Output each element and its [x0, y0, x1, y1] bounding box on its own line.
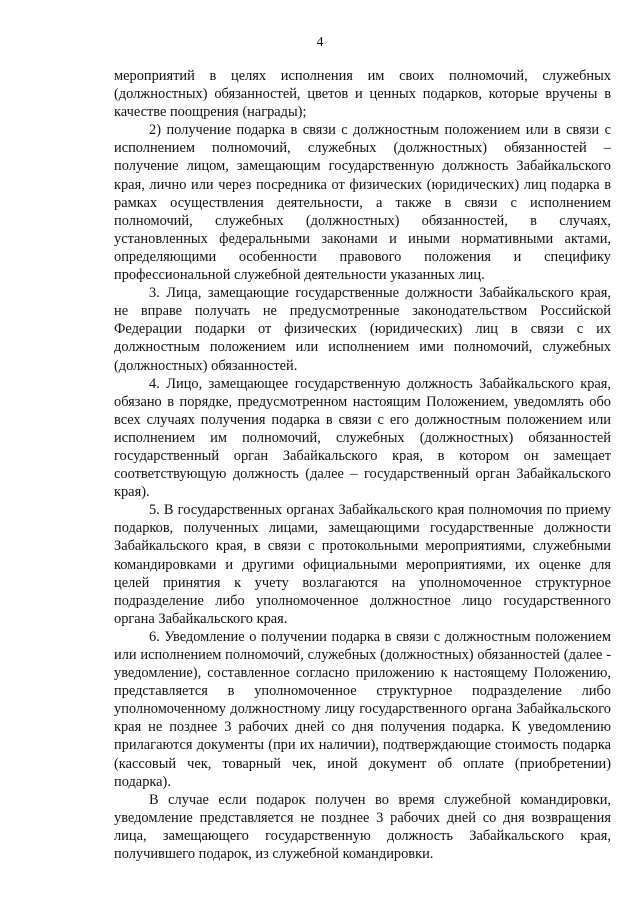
- paragraph-definition-2: 2) получение подарка в связи с должностным положением или в связи с исполнением полномочий, служебных (должностных) обязанностей – получение лицом, замещающим государственную должность Забайкальского края, лично или через посредника от физических (юридических) лиц подарка в рамках осуществления деятельности, а также в связи с исполнением полномочий, служебных (должностных) обязанностей, в случаях, установленных федеральными законами и иными нормативными актами, определяющими особенности правового положения и специфику профессиональной служебной деятельности указанных лиц.: [114, 122, 611, 284]
- paragraph-6: 6. Уведомление о получении подарка в связи с должностным положением или исполнением полномочий, служебных (должностных) обязанностей (далее - уведомление), составленное согласно приложению к настоящему Положению, представляется в уполномоченное структурное подразделение либо уполномоченному должностному лицу государственного органа Забайкальского края не позднее 3 рабочих дней со дня получения подарка. К уведомлению прилагаются документы (при их наличии), подтверждающие стоимость подарка (кассовый чек, товарный чек, иной документ об оплате (приобретении) подарка).: [114, 628, 611, 790]
- paragraph-4: 4. Лицо, замещающее государственную должность Забайкальского края, обязано в порядке, предусмотренном настоящим Положением, уведомлять обо всех случаях получения подарка в связи с его должностным положением или исполнением им полномочий, служебных (должностных) обязанностей государственный орган Забайкальского края, в котором он замещает соответствующую должность (далее – государственный орган Забайкальского края).: [114, 375, 611, 501]
- paragraph-continuation: мероприятий в целях исполнения им своих полномочий, служебных (должностных) обязанностей, цветов и ценных подарков, которые вручены в качестве поощрения (награды);: [114, 68, 611, 121]
- page-number: 4: [316, 35, 324, 50]
- document-body: [114, 67, 611, 863]
- paragraph-5: 5. В государственных органах Забайкальского края полномочия по приему подарков, полученных лицами, замещающими государственные должности Забайкальского края, в связи с протокольными мероприятиями, служебными командировками и другими официальными мероприятиями, их оценке для целей принятия к учету возлагаются на уполномоченное структурное подразделение либо уполномоченное должностное лицо государственного органа Забайкальского края.: [114, 502, 611, 627]
- paragraph-3: 3. Лица, замещающие государственные должности Забайкальского края, не вправе получать не предусмотренные законодательством Российской Федерации подарки от физических (юридических) лиц в связи с их должностным положением или исполнением ими полномочий, служебных (должностных) обязанностей.: [114, 285, 611, 374]
- paragraph-6-continuation: В случае если подарок получен во время служебной командировки, уведомление представляется не позднее 3 рабочих дней со дня возвращения лица, замещающего государственную должность Забайкальского края, получившего подарок, из служебной командировки.: [114, 791, 611, 863]
